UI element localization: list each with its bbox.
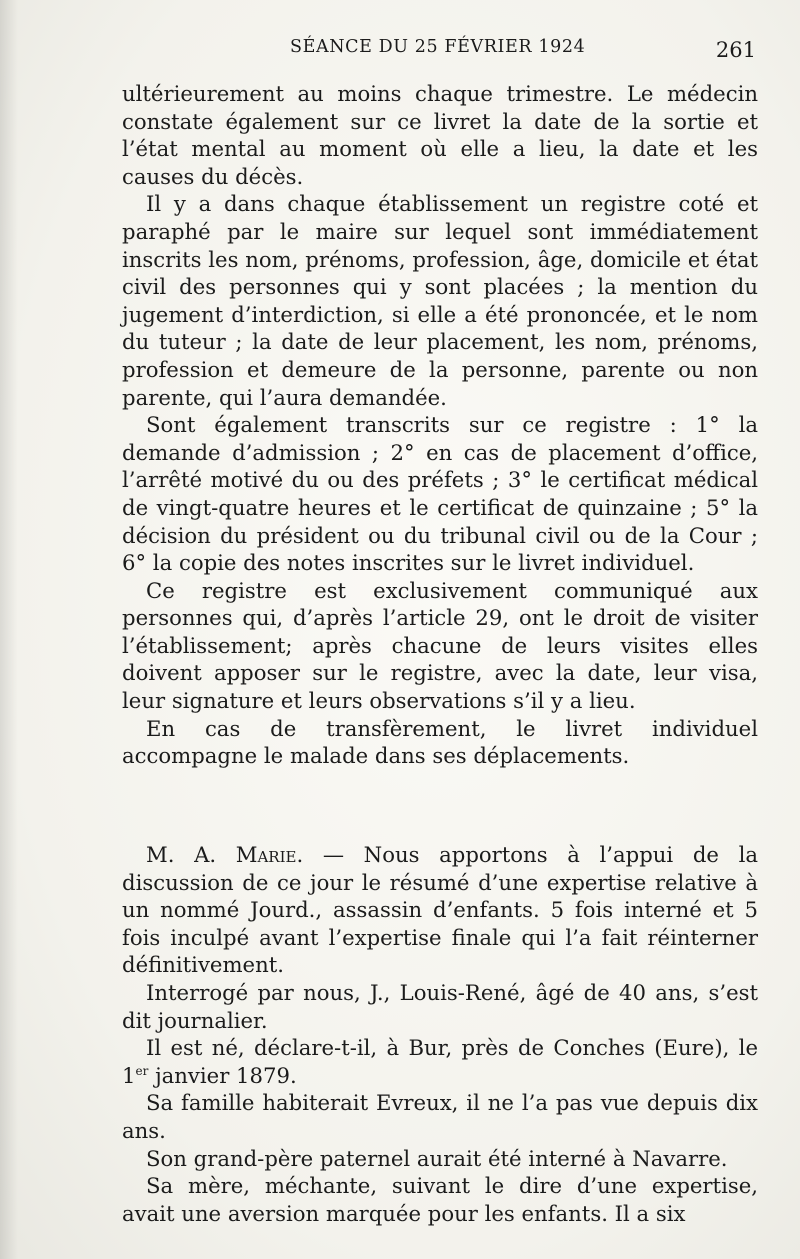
- page-header: [120, 33, 760, 65]
- paragraph-mere: Sa mère, méchante, suivant le dire d’une expertise, avait une aversion marquée pour les enfants. Il a six: [122, 1173, 758, 1226]
- paragraph-famille: Sa famille habiterait Evreux, il ne l’a pas vue depuis dix ans.: [122, 1090, 758, 1143]
- birth-date-text: janvier 1879.: [148, 1062, 297, 1088]
- running-title: SÉANCE DU 25 FÉVRIER 1924: [290, 37, 586, 57]
- paragraph-marie-intro: [122, 841, 758, 979]
- paragraph-continuation: ultérieurement au moins chaque trimestre. Le médecin constate également sur ce livret la date de la sortie et l’état mental au moment où elle a lieu, la date et les causes du décès.: [122, 81, 758, 189]
- paragraph-transferement: En cas de transfèrement, le livret individuel accompagne le malade dans ses déplacements.: [122, 715, 758, 769]
- body-text-block-1: [122, 80, 758, 770]
- page-edge-shadow: [0, 0, 18, 1259]
- paragraph-registre: Il y a dans chaque établissement un registre coté et paraphé par le maire sur lequel sont immédiatement inscrits les nom, prénoms, profession, âge, domicile et état civil des personnes qui y sont placées ; la mention du jugement d’interdiction, si elle a été prononcée, et le nom du tuteur ; la date de leur placement, les nom, prénoms, profession et demeure de la personne, parente ou non parente, qui l’aura demandée.: [122, 191, 758, 410]
- ordinal-superscript: er: [135, 1063, 149, 1078]
- paragraph-naissance: [122, 1034, 758, 1089]
- body-text-block-2: [122, 841, 758, 1227]
- speaker-name: M. A. Marie.: [146, 842, 304, 867]
- page-number: 261: [715, 38, 756, 62]
- paragraph-transcrits: Sont également transcrits sur ce registre : 1° la demande d’admission ; 2° en cas de placement d’office, l’arrêté motivé du ou des préfets ; 3° le certificat médical de vingt-quatre heures et le certificat de quinzaine ; 5° la décision du président ou du tribunal civil ou de la Cour ; 6° la copie des notes inscrites sur le livret individuel.: [122, 412, 758, 576]
- intro-text: — Nous apportons à l’appui de la discussion de ce jour le résumé d’une expertise relative à un nommé Jourd., assassin d’enfants. 5 fois interné et 5 fois inculpé avant l’expertise finale qui l’a fait réinterner définitivement.: [122, 842, 758, 978]
- birth-text: Il est né, déclare-t-il, à Bur, près de Conches (Eure), le 1: [122, 1035, 758, 1088]
- paragraph-interroge: Interrogé par nous, J., Louis-René, âgé de 40 ans, s’est dit journalier.: [122, 979, 758, 1033]
- paragraph-grand-pere: Son grand-père paternel aurait été interné à Navarre.: [146, 1145, 728, 1171]
- paragraph-communique: Ce registre est exclusivement communiqué aux personnes qui, d’après l’article 29, ont le droit de visiter l’établissement; après chacune de leurs visites elles doivent apposer sur le registre, avec la date, leur visa, leur signature et leurs observations s’il y a lieu.: [122, 577, 758, 714]
